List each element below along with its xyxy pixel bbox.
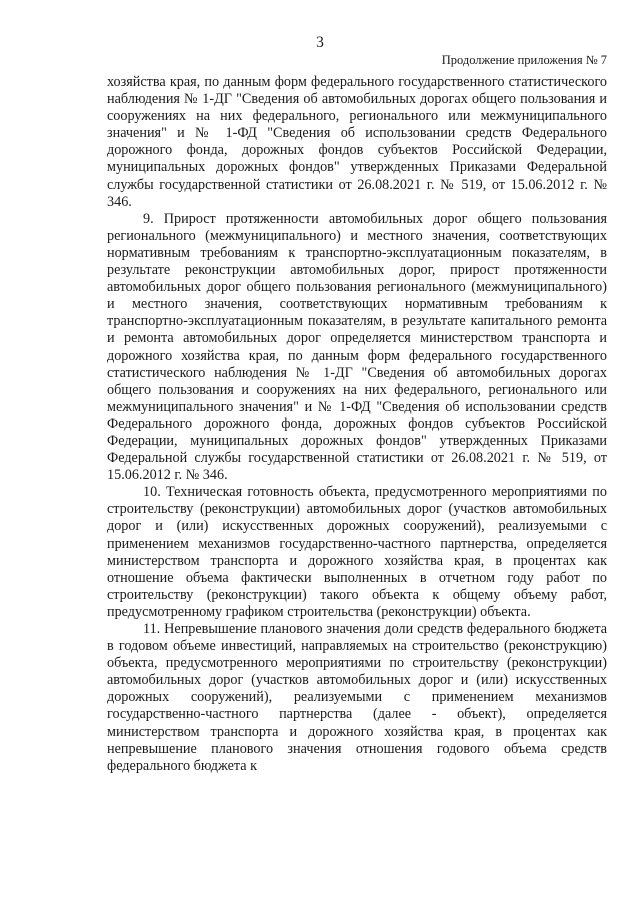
appendix-continuation-note: Продолжение приложения № 7 xyxy=(441,53,607,67)
document-body xyxy=(107,74,607,775)
paragraph-item-9: 9. Прирост протяженности автомобильных дорог общего пользования регионального (межмуниципального) и местного значения, соответствующих нормативным требованиям к транспортно-эксплуатационным показателям, в результате реконструкции автомобильных дорог, прирост протяженности автомобильных дорог общего пользования регионального (межмуниципального) и местного значения, соответствующих нормативным требованиям к транспортно-эксплуатационным показателям, в результате капитального ремонта и ремонта автомобильных дорог определяется министерством транспорта и дорожного хозяйства края, по данным форм федерального государственного статистического наблюдения № 1-ДГ "Сведения об автомобильных дорогах общего пользования и сооружениях на них федерального, регионального или межмуниципального значения" и № 1-ФД "Сведения об использовании средств Федерального дорожного фонда, дорожных фондов субъектов Российской Федерации, муниципальных дорожных фондов" утвержденных Приказами Федеральной службы государственной статистики от 26.08.2021 г. № 519, от 15.06.2012 г. № 346. xyxy=(107,210,607,484)
paragraph-item-11: 11. Непревышение планового значения доли средств федерального бюджета в годовом объеме инвестиций, направляемых на строительство (реконструкцию) объекта, предусмотренного мероприятиями по строительству (реконструкции) автомобильных дорог (участков автомобильных дорог и (или) искусственных дорожных сооружений), реализуемыми с применением механизмов государственно-частного партнерства (далее - объект), определяется министерством транспорта и дорожного хозяйства края, в процентах как непревышение планового значения отношения годового объема средств федерального бюджета к xyxy=(107,621,607,774)
page-number: 3 xyxy=(316,34,324,51)
paragraph-continuation: хозяйства края, по данным форм федерального государственного статистического наблюдения № 1-ДГ "Сведения об автомобильных дорогах общего пользования и сооружениях на них федерального, регионального или межмуниципального значения" и № 1-ФД "Сведения об использовании средств Федерального дорожного фонда, дорожных фондов субъектов Российской Федерации, муниципальных дорожных фондов" утвержденных Приказами Федеральной службы государственной статистики от 26.08.2021 г. № 519, от 15.06.2012 г. № 346. xyxy=(107,74,607,210)
paragraph-item-10: 10. Техническая готовность объекта, предусмотренного мероприятиями по строительству (реконструкции) автомобильных дорог (участков автомобильных дорог и (или) искусственных дорожных сооружений), реализуемыми с применением механизмов государственно-частного партнерства, определяется министерством транспорта и дорожного хозяйства края, в процентах как отношение объема фактически выполненных в отчетном году работ по строительству (реконструкции) такого объекта к общему объему работ, предусмотренному графиком строительства (реконструкции) объекта. xyxy=(107,484,607,620)
